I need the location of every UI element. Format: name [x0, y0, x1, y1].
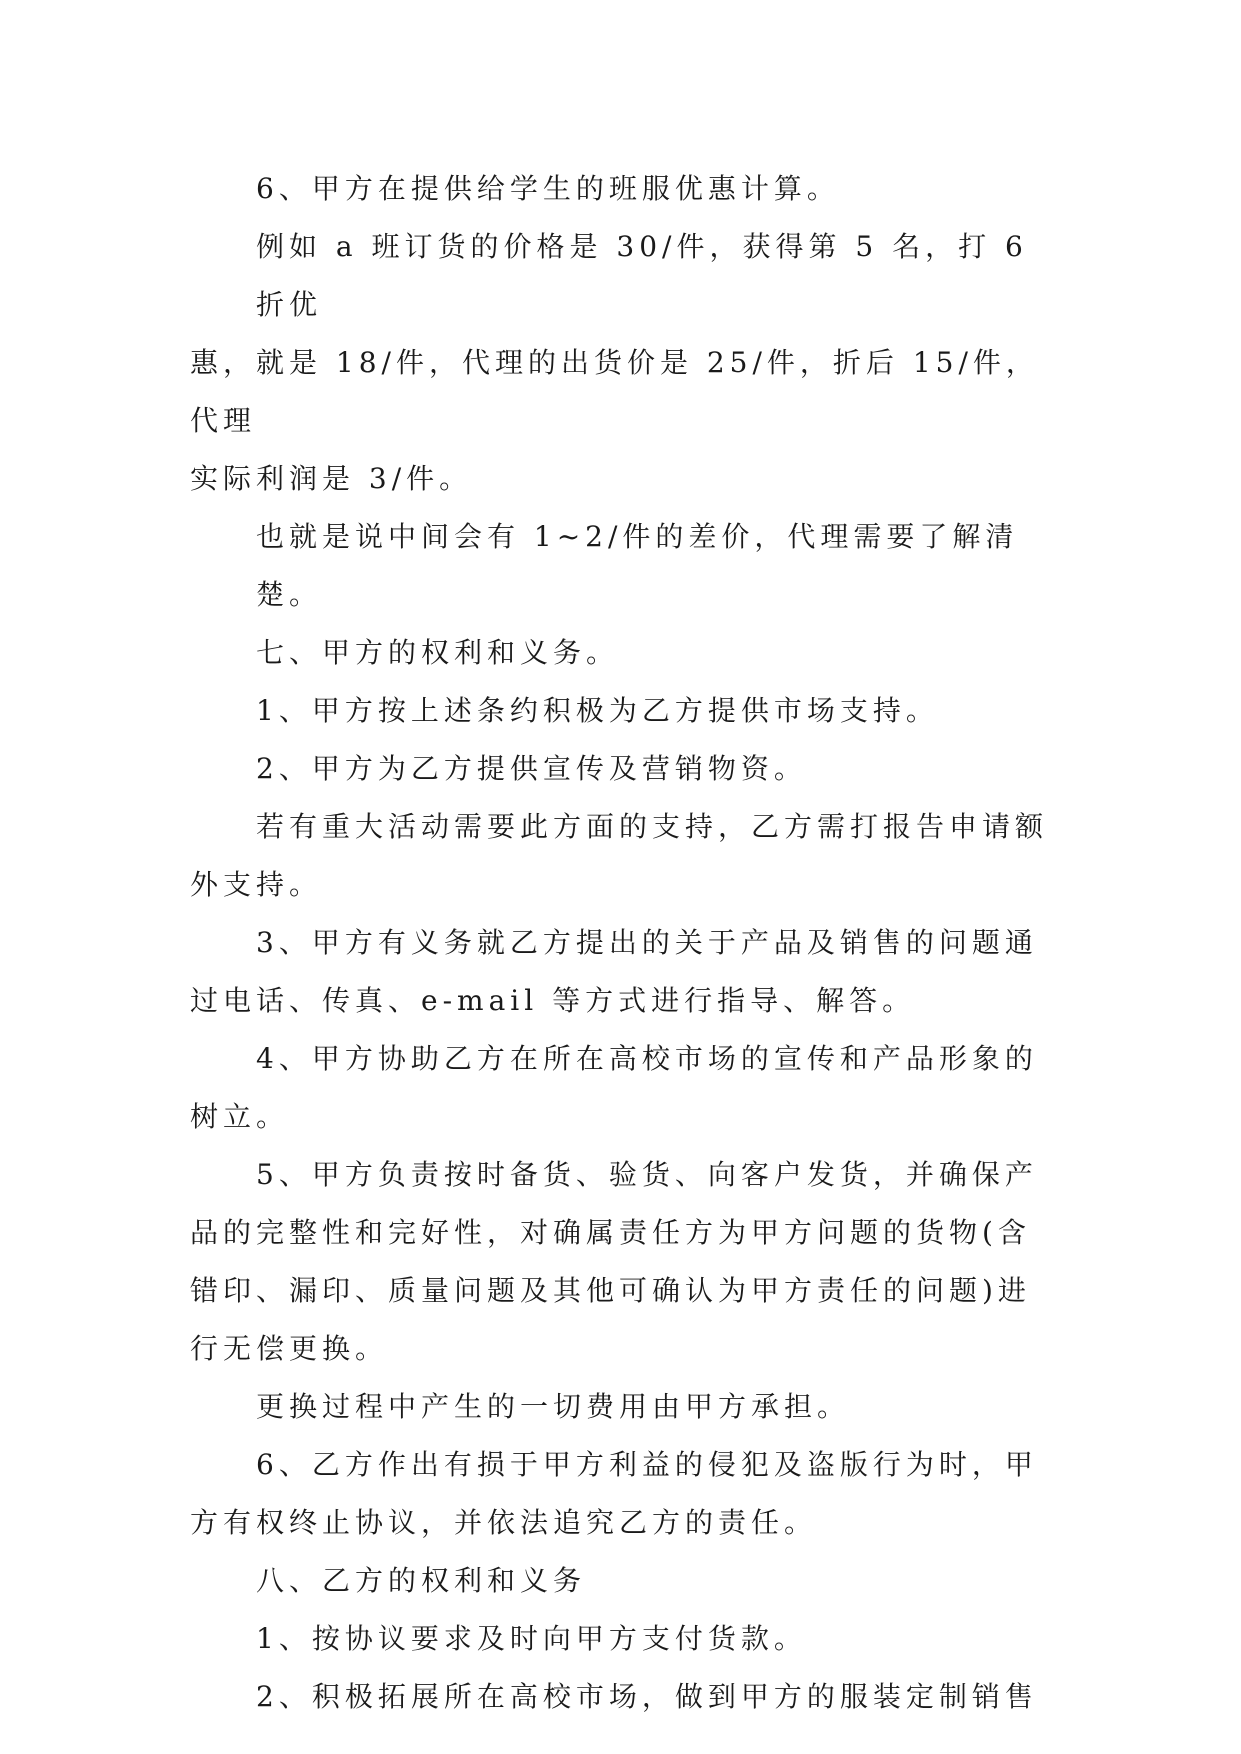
text-line: 七、甲方的权利和义务。	[256, 636, 620, 669]
text-line: 6、甲方在提供给学生的班服优惠计算。	[256, 172, 840, 205]
paragraph	[190, 218, 1050, 508]
text-line: 树立。	[190, 1100, 290, 1133]
text-line: 错印、漏印、质量问题及其他可确认为甲方责任的问题)进	[190, 1274, 1031, 1307]
paragraph	[190, 160, 1050, 218]
paragraph	[190, 798, 1050, 914]
paragraph	[190, 740, 1050, 798]
paragraph	[190, 1610, 1050, 1668]
paragraph	[190, 1436, 1050, 1552]
text-line: 八、乙方的权利和义务	[256, 1564, 587, 1597]
text-line: 品的完整性和完好性，对确属责任方为甲方问题的货物(含	[190, 1216, 1031, 1249]
paragraph	[190, 508, 1050, 624]
text-line: 外支持。	[190, 868, 323, 901]
text-line: 例如 a 班订货的价格是 30/件，获得第 5 名，打 6 折优	[256, 230, 1042, 321]
paragraph	[190, 1146, 1050, 1378]
paragraph	[190, 914, 1050, 1030]
paragraph	[190, 1668, 1050, 1726]
paragraph	[190, 682, 1050, 740]
text-line: 1、甲方按上述条约积极为乙方提供市场支持。	[256, 694, 939, 727]
text-line: 行无偿更换。	[190, 1332, 389, 1365]
text-line: 1、按协议要求及时向甲方支付货款。	[256, 1622, 807, 1655]
paragraph	[190, 1030, 1050, 1146]
paragraph	[190, 1552, 1050, 1610]
text-line: 实际利润是 3/件。	[190, 462, 473, 495]
text-line: 方有权终止协议，并依法追究乙方的责任。	[190, 1506, 818, 1539]
document-body	[190, 160, 1050, 1726]
text-line: 2、甲方为乙方提供宣传及营销物资。	[256, 752, 807, 785]
text-line: 6、乙方作出有损于甲方利益的侵犯及盗版行为时，甲	[256, 1448, 1038, 1481]
text-line: 也就是说中间会有 1~2/件的差价，代理需要了解清楚。	[256, 520, 1019, 611]
text-line: 惠，就是 18/件，代理的出货价是 25/件，折后 15/件，代理	[190, 346, 1039, 437]
text-line: 3、甲方有义务就乙方提出的关于产品及销售的问题通	[256, 926, 1038, 959]
text-line: 5、甲方负责按时备货、验货、向客户发货，并确保产	[256, 1158, 1038, 1191]
text-line: 若有重大活动需要此方面的支持，乙方需打报告申请额	[256, 810, 1049, 843]
text-line: 更换过程中产生的一切费用由甲方承担。	[256, 1390, 851, 1423]
text-line: 4、甲方协助乙方在所在高校市场的宣传和产品形象的	[256, 1042, 1038, 1075]
text-line: 过电话、传真、e-mail 等方式进行指导、解答。	[190, 984, 916, 1017]
paragraph	[190, 1378, 1050, 1436]
text-line: 2、积极拓展所在高校市场，做到甲方的服装定制销售	[256, 1680, 1038, 1713]
paragraph	[190, 624, 1050, 682]
